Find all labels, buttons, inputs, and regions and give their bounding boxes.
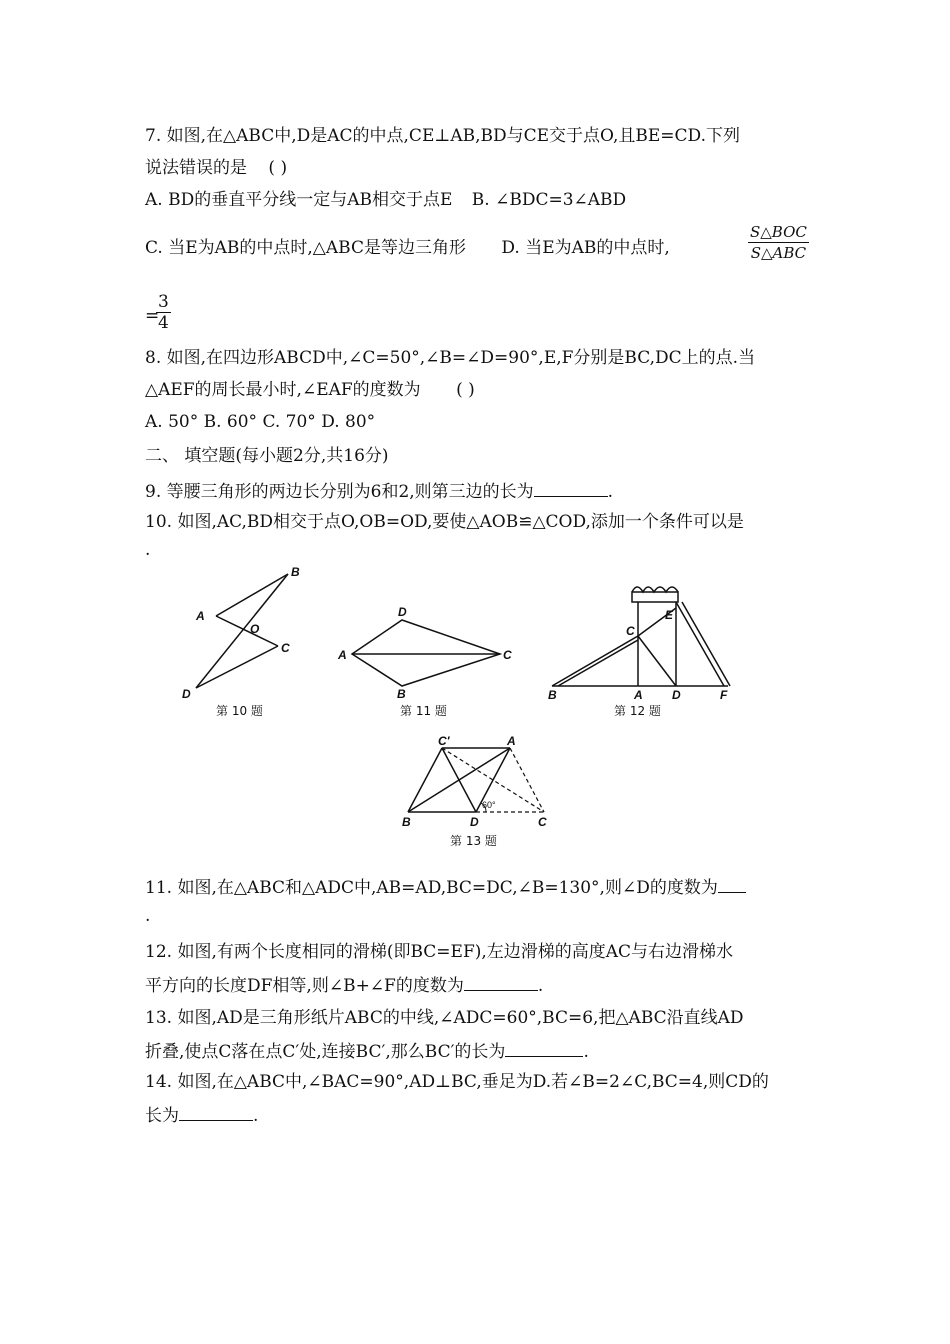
platform [632, 592, 678, 602]
q11-text: 11. 如图,在△ABC和△ADC中,AB=AD,BC=DC,∠B=130°,则∠D的度数为 [145, 878, 718, 898]
fig11-label-d: D [398, 605, 407, 619]
fig13-angle-label: 60° [482, 800, 496, 810]
slide-ef [676, 602, 724, 686]
segment-cd [196, 646, 278, 688]
q13-line1 [145, 1006, 744, 1030]
q8-line2 [145, 378, 475, 402]
q11-answer-blank[interactable] [718, 874, 746, 893]
brace [638, 636, 676, 686]
q7-d-fraction [748, 222, 809, 263]
q7-option-a: A. BD的垂直平分线一定与AB相交于点E [145, 190, 453, 210]
figure-13 [396, 734, 556, 834]
q9-text: 9. 等腰三角形的两边长分别为6和2,则第三边的长为 [145, 482, 534, 502]
quadrilateral-abcd [352, 620, 500, 686]
q12-line1 [145, 940, 733, 964]
q10 [145, 510, 744, 534]
q7-option-c: C. 当E为AB的中点时,△ABC是等边三角形 [145, 238, 466, 258]
q7-d-value-num: 3 [158, 292, 169, 312]
q14-period: . [253, 1106, 259, 1126]
figure-11 [334, 600, 524, 710]
q13-period: . [583, 1042, 589, 1062]
q14-line1 [145, 1070, 769, 1094]
fig12-label-b: B [548, 688, 557, 702]
fig10-label-o: O [250, 622, 260, 636]
segment-ab [216, 574, 288, 616]
q12-answer-blank[interactable] [464, 972, 538, 991]
fig11-label-c: C [503, 648, 512, 662]
dashed-ac [510, 748, 544, 812]
q9-period: . [607, 482, 614, 502]
fig11-label-b: B [397, 687, 406, 701]
figure-10-caption: 第 10 题 [216, 704, 263, 718]
q7-line1 [145, 124, 740, 148]
fig13-label-a: A [507, 734, 516, 748]
fig10-label-d: D [182, 687, 191, 701]
q12-line2 [145, 972, 543, 998]
figure-12-caption: 第 12 题 [614, 704, 661, 718]
q8-answer-paren: ( ) [456, 380, 475, 400]
q14-line2 [145, 1102, 258, 1128]
q7-d-denominator: S△ABC [750, 244, 807, 262]
q9 [145, 478, 613, 504]
q8-options [145, 410, 375, 434]
q7-text: 如图,在△ABC中,D是AC的中点,CE⊥AB,BD与CE交于点O,且BE=CD.下列 [166, 126, 740, 146]
figure-13-caption: 第 13 题 [450, 834, 497, 848]
q8-option-list: A. 50° B. 60° C. 70° D. 80° [145, 412, 376, 432]
fig10-label-a: A [196, 609, 205, 623]
slide-ef-edge [682, 602, 730, 686]
figure-11-caption: 第 11 题 [400, 704, 447, 718]
fig13-label-d: D [470, 815, 479, 829]
fig12-label-d: D [672, 688, 681, 702]
q13-line2 [145, 1038, 589, 1064]
q14-text-cont: 长为 [145, 1106, 179, 1126]
equals-sign: = [145, 306, 160, 326]
fig12-label-f: F [720, 688, 728, 702]
fig13-label-c: C [538, 815, 547, 829]
fig13-label-c-prime: C′ [438, 734, 450, 748]
fig13-label-b: B [402, 815, 411, 829]
q8-text: 8. 如图,在四边形ABCD中,∠C=50°,∠B=∠D=90°,E,F分别是BC,DC上的点.当 [145, 348, 756, 368]
q12-period: . [537, 976, 544, 996]
q7-line2 [145, 156, 287, 180]
q7-option-b: B. ∠BDC=3∠ABD [471, 190, 627, 210]
q13-text-cont: 折叠,使点C落在点C′处,连接BC′,那么BC′的长为 [145, 1042, 506, 1062]
fig12-label-e: E [665, 608, 674, 622]
fig10-label-b: B [291, 565, 300, 579]
q12-text: 12. 如图,有两个长度相同的滑梯(即BC=EF),左边滑梯的高度AC与右边滑梯水 [145, 942, 734, 962]
q7-options-cd [145, 236, 670, 260]
q13-answer-blank[interactable] [505, 1038, 583, 1057]
q13-text: 13. 如图,AD是三角形纸片ABC的中线,∠ADC=60°,BC=6,把△ABC沿直线AD [145, 1008, 744, 1028]
q14-text: 14. 如图,在△ABC中,∠BAC=90°,AD⊥BC,垂足为D.若∠B=2∠C,BC=4,则CD的 [145, 1072, 769, 1092]
q10-end [145, 538, 150, 562]
slide-bc [552, 636, 638, 686]
fig12-label-a: A [634, 688, 643, 702]
figure-10 [170, 560, 320, 720]
q12-text-cont: 平方向的长度DF相等,则∠B+∠F的度数为 [145, 976, 464, 996]
fig12-label-c: C [626, 624, 635, 638]
q9-answer-blank[interactable] [534, 478, 608, 497]
q7-answer-paren: ( ) [268, 158, 288, 178]
q7-number: 7. [145, 126, 162, 146]
q7-d-value-den: 4 [158, 313, 169, 333]
segment-bc-prime-side [408, 748, 442, 812]
fig10-label-c: C [281, 641, 290, 655]
q8-text-cont: △AEF的周长最小时,∠EAF的度数为 [145, 380, 421, 400]
q11-end [145, 904, 150, 928]
slide-bc-edge [558, 640, 638, 686]
q14-answer-blank[interactable] [179, 1102, 253, 1121]
q7-options-ab [145, 188, 626, 212]
segment-ac [216, 616, 278, 646]
q10-text: 10. 如图,AC,BD相交于点O,OB=OD,要使△AOB≌△COD,添加一个条件可以是 [145, 512, 744, 532]
q10-period: . [145, 540, 151, 560]
q7-option-d: D. 当E为AB的中点时, [501, 238, 670, 258]
q7-d-numerator: S△BOC [750, 223, 807, 241]
q11-period: . [145, 906, 151, 926]
q11 [145, 874, 746, 900]
q7-text-cont: 说法错误的是 [145, 158, 247, 178]
q8-line1 [145, 346, 755, 370]
section-title: 二、 填空题(每小题2分,共16分) [145, 446, 389, 466]
section-2-heading [145, 444, 389, 468]
fig11-label-a: A [338, 648, 347, 662]
q7-d-value-fraction [156, 292, 171, 333]
figure-12 [544, 582, 744, 702]
segment-bd [196, 574, 288, 688]
